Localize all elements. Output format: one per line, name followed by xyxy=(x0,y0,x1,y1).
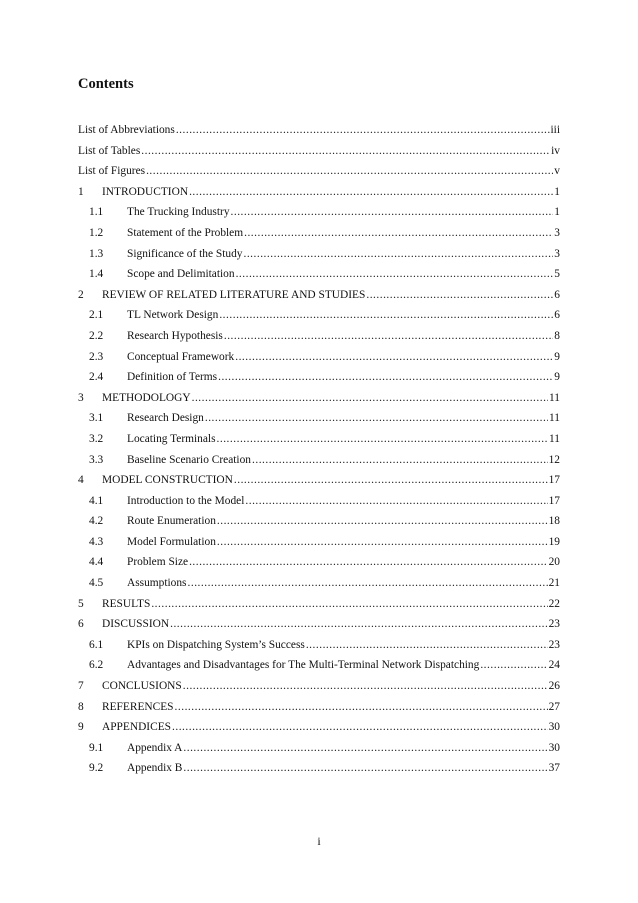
toc-entry[interactable] xyxy=(78,182,560,203)
toc-entry-page: 19 xyxy=(548,535,560,548)
toc-entry-page: 11 xyxy=(549,432,560,445)
dot-leader xyxy=(218,367,553,388)
dot-leader xyxy=(245,491,547,512)
toc-entry-page: 23 xyxy=(548,638,560,651)
toc-entry-title: List of Tables xyxy=(78,144,141,157)
toc-entry[interactable] xyxy=(78,594,560,615)
toc-entry-page: 22 xyxy=(548,597,560,610)
toc-entry[interactable] xyxy=(78,614,560,635)
toc-entry-page: 24 xyxy=(548,659,560,672)
toc-entry-page: 17 xyxy=(548,494,560,507)
toc-entry-title: Appendix B xyxy=(127,762,183,775)
table-of-contents xyxy=(78,120,560,779)
toc-entry[interactable] xyxy=(78,450,560,471)
toc-entry-page: 12 xyxy=(548,453,560,466)
toc-entry-title: Significance of the Study xyxy=(127,247,243,260)
toc-entry-title: List of Abbreviations xyxy=(78,124,175,136)
toc-entry-number: 4.4 xyxy=(89,556,104,569)
toc-entry-page: 9 xyxy=(554,350,560,363)
toc-entry[interactable] xyxy=(78,758,560,779)
toc-entry-page: 20 xyxy=(548,556,560,569)
dot-leader xyxy=(192,388,548,409)
dot-leader xyxy=(217,532,548,553)
dot-leader xyxy=(176,120,550,141)
toc-entry-page: 18 xyxy=(548,515,560,528)
toc-entry-number: 2.3 xyxy=(89,350,104,363)
toc-entry-title: List of Figures xyxy=(78,165,146,178)
dot-leader xyxy=(141,141,550,162)
dot-leader xyxy=(224,326,553,347)
toc-entry-page: 1 xyxy=(554,185,560,198)
toc-entry-number: 9.1 xyxy=(89,741,104,754)
toc-entry-page: 37 xyxy=(548,762,560,775)
toc-entry-title: Assumptions xyxy=(127,577,187,590)
toc-entry-page: 17 xyxy=(548,474,560,487)
toc-entry-number: 4.1 xyxy=(89,494,104,507)
toc-entry-number: 1.1 xyxy=(89,206,104,219)
dot-leader xyxy=(146,161,553,182)
toc-entry[interactable] xyxy=(78,738,560,759)
toc-entry-title: Research Hypothesis xyxy=(127,329,223,342)
toc-entry[interactable] xyxy=(78,223,560,244)
dot-leader xyxy=(170,614,548,635)
toc-entry-number: 2.1 xyxy=(89,309,104,322)
toc-entry-page: iv xyxy=(551,144,560,157)
toc-entry-page: 23 xyxy=(548,618,560,631)
toc-entry-title: CONCLUSIONS xyxy=(102,680,182,693)
toc-entry-title: Appendix A xyxy=(127,741,183,754)
dot-leader xyxy=(183,738,547,759)
toc-entry[interactable] xyxy=(78,202,560,223)
dot-leader xyxy=(235,347,553,368)
toc-entry[interactable] xyxy=(78,264,560,285)
toc-entry-title: Baseline Scenario Creation xyxy=(127,453,251,466)
toc-entry-number: 5 xyxy=(78,597,84,610)
toc-entry-page: v xyxy=(554,165,560,178)
toc-entry-title: INTRODUCTION xyxy=(102,185,189,198)
toc-entry-title: Scope and Delimitation xyxy=(127,268,235,281)
toc-entry-number: 3.1 xyxy=(89,412,104,425)
toc-entry[interactable] xyxy=(78,120,560,141)
dot-leader xyxy=(219,305,553,326)
toc-entry-number: 6.2 xyxy=(89,659,104,672)
dot-leader xyxy=(217,511,548,532)
dot-leader xyxy=(480,655,547,676)
toc-entry-number: 3 xyxy=(78,391,84,404)
toc-entry-number: 3.3 xyxy=(89,453,104,466)
toc-entry-number: 1.4 xyxy=(89,268,104,281)
toc-entry-number: 2.4 xyxy=(89,371,104,384)
toc-entry-page: 3 xyxy=(554,247,560,260)
toc-entry-number: 3.2 xyxy=(89,432,104,445)
toc-entry-number: 4.3 xyxy=(89,535,104,548)
toc-entry-title: KPIs on Dispatching System’s Success xyxy=(127,638,305,651)
dot-leader xyxy=(172,717,548,738)
toc-entry[interactable] xyxy=(78,470,560,491)
toc-entry[interactable] xyxy=(78,676,560,697)
toc-entry-title: Model Formulation xyxy=(127,535,216,548)
toc-entry[interactable] xyxy=(78,511,560,532)
contents-heading: Contents xyxy=(78,76,134,92)
toc-entry-title: The Trucking Industry xyxy=(127,206,230,219)
dot-leader xyxy=(243,244,553,265)
toc-entry-title: MODEL CONSTRUCTION xyxy=(102,474,233,487)
toc-entry-number: 9.2 xyxy=(89,762,104,775)
toc-entry[interactable] xyxy=(78,141,560,162)
toc-entry[interactable] xyxy=(78,305,560,326)
toc-entry-title: REFERENCES xyxy=(102,700,174,713)
toc-entry-title: APPENDICES xyxy=(102,721,171,734)
toc-entry[interactable] xyxy=(78,408,560,429)
toc-entry-page: 6 xyxy=(554,288,560,301)
toc-entry-title: Problem Size xyxy=(127,556,189,569)
dot-leader xyxy=(231,202,554,223)
toc-entry[interactable] xyxy=(78,388,560,409)
toc-entry[interactable] xyxy=(78,573,560,594)
toc-entry[interactable] xyxy=(78,244,560,265)
toc-entry-number: 8 xyxy=(78,700,84,713)
dot-leader xyxy=(252,450,548,471)
toc-entry-page: 11 xyxy=(549,391,560,404)
toc-entry-title: Research Design xyxy=(127,412,204,425)
toc-entry-page: 1 xyxy=(554,206,560,219)
toc-entry[interactable] xyxy=(78,635,560,656)
toc-entry[interactable] xyxy=(78,552,560,573)
toc-entry-number: 4.2 xyxy=(89,515,104,528)
dot-leader xyxy=(189,552,548,573)
dot-leader xyxy=(151,594,547,615)
toc-entry-page: 9 xyxy=(554,371,560,384)
toc-entry-page: 3 xyxy=(554,226,560,239)
toc-entry[interactable] xyxy=(78,655,560,676)
toc-entry[interactable] xyxy=(78,717,560,738)
toc-entry-page: 30 xyxy=(548,741,560,754)
toc-entry-page: iii xyxy=(550,124,560,136)
dot-leader xyxy=(244,223,553,244)
page-number-footer: i xyxy=(317,834,321,848)
toc-entry-page: 26 xyxy=(548,680,560,693)
toc-entry[interactable] xyxy=(78,161,560,182)
toc-entry-number: 2 xyxy=(78,288,84,301)
toc-entry-number: 1.3 xyxy=(89,247,104,260)
dot-leader xyxy=(236,264,554,285)
toc-entry[interactable] xyxy=(78,429,560,450)
toc-entry-number: 1 xyxy=(78,185,84,198)
toc-entry-title: METHODOLOGY xyxy=(102,391,191,404)
toc-entry-number: 4 xyxy=(78,474,84,487)
dot-leader xyxy=(175,697,548,718)
dot-leader xyxy=(205,408,548,429)
toc-entry-page: 11 xyxy=(549,412,560,425)
dot-leader xyxy=(183,676,548,697)
toc-entry-page: 30 xyxy=(548,721,560,734)
dot-leader xyxy=(366,285,553,306)
toc-entry-page: 5 xyxy=(554,268,560,281)
toc-entry-number: 1.2 xyxy=(89,226,104,239)
toc-entry[interactable] xyxy=(78,285,560,306)
dot-leader xyxy=(217,429,549,450)
dot-leader xyxy=(306,635,548,656)
toc-entry-number: 7 xyxy=(78,680,84,693)
toc-entry-number: 6.1 xyxy=(89,638,104,651)
toc-entry-title: Statement of the Problem xyxy=(127,226,244,239)
toc-entry-number: 6 xyxy=(78,618,84,631)
toc-entry-number: 2.2 xyxy=(89,329,104,342)
toc-entry-number: 9 xyxy=(78,721,84,734)
toc-entry-title: Advantages and Disadvantages for The Multi-Terminal Network Dispatching xyxy=(127,659,480,672)
toc-entry-title: DISCUSSION xyxy=(102,618,170,631)
toc-entry-title: Locating Terminals xyxy=(127,432,216,445)
toc-entry-title: RESULTS xyxy=(102,597,151,610)
toc-entry-title: Introduction to the Model xyxy=(127,494,245,507)
dot-leader xyxy=(189,182,553,203)
dot-leader xyxy=(183,758,547,779)
toc-entry-title: REVIEW OF RELATED LITERATURE AND STUDIES xyxy=(102,288,366,301)
toc-entry[interactable] xyxy=(78,326,560,347)
toc-entry-title: TL Network Design xyxy=(127,309,219,322)
dot-leader xyxy=(234,470,548,491)
toc-entry-title: Definition of Terms xyxy=(127,371,218,384)
toc-entry[interactable] xyxy=(78,347,560,368)
toc-entry-page: 27 xyxy=(548,700,560,713)
toc-entry-number: 4.5 xyxy=(89,577,104,590)
toc-entry[interactable] xyxy=(78,367,560,388)
toc-entry-page: 21 xyxy=(548,577,560,590)
toc-entry-page: 6 xyxy=(554,309,560,322)
dot-leader xyxy=(188,573,548,594)
toc-entry[interactable] xyxy=(78,491,560,512)
toc-entry-page: 8 xyxy=(554,329,560,342)
toc-entry-title: Conceptual Framework xyxy=(127,350,235,363)
toc-entry-title: Route Enumeration xyxy=(127,515,216,528)
toc-entry[interactable] xyxy=(78,697,560,718)
toc-entry[interactable] xyxy=(78,532,560,553)
